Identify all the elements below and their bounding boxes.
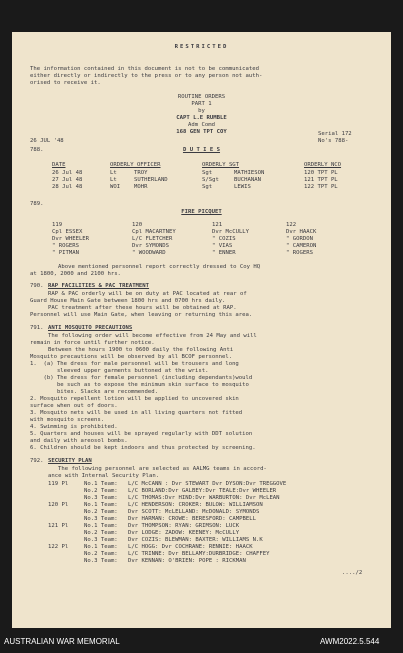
mosquito-line: with mosquito screens. [30, 417, 105, 423]
rap-line: Guard House Main Gate between 1800 hrs and 0700 hrs daily. [30, 298, 226, 304]
mosquito-line: remain in force until further notice. [30, 340, 155, 346]
orders-part: PART 1 [191, 101, 212, 107]
picquet-note: Above mentioned personnel report correctly dressed to Coy HQ [58, 264, 261, 270]
picquet-col-120: 120 Cpl MACARTNEY L/C FLETCHER Dvr SYMONDS " WOODWARD [132, 222, 176, 256]
orders-by: by [198, 108, 205, 114]
duties-col-officer: ORDERLY OFFICER [110, 162, 161, 168]
document-page: RESTRICTED The information contained in this document is not to be communicated either directly or indirectly to the press or to any person not auth- orised to receive it. ROUTINE ORDERS PART 1 by CAPT L.E RUMBLE Adm Comd 168 GEN TPT COY 26 JUL '48 Serial 172 No's 788- 788. D U T I E S DATE ORDERLY OFFICER ORDERLY SGT ORDERLY NCO 26 Jul 48 Lt TROY Sgt MATHIESON 120 TPT PL 27 Jul 48 Lt SUTHERLAND S/Sgt BUCHANAN 121 TPT PL 28 Jul 48 WOI MOHR Sgt LEWIS 122 TPT PL 789. FIRE PICQUET 119 Cpl ESSEX Dvr WHEELER " ROGERS " PITMAN 120 Cpl MACARTNEY L/C FLETCHER Dvr SYMONDS " WOODWARD 121 Dvr McCULLY " COZIS " VIAS " ENNER 122 Dvr HAACK " GORDON " CAMERON " ROGERS Above mentioned personnel report correctly dressed to Coy HQ at 1800, 2000 and 2100 hrs. 790. RAP FACILITIES & PAC TREATMENT RAP & PAC orderly will be on duty at PAC located at rear of Guard House Main Gate between 1800 hrs and 0700 hrs daily. PAC treatment after these hours will be obtained at RAP. Personnel will use Main Gate, when leaving or returning this area. 791. ANTI MOSQUITO PRECAUTIONS The following order will become effective from 24 May and will remain in force until further notice. Between the hours 1900 to 0600 daily the following Anti Mosquito precautions will be observed by all BCOF personnel. 1. (a) The dress for male personnel will be trousers and long sleeved upper garments buttoned at the wrist. (b) The dress for female personnel (including dependants)would be such as to expose the minimum skin surface to mosquito bites. Slacks are recommended. 2. Mosquito repellent lotion will be applied to uncovered skin surface when out of doors. 3. Mosquito nets will be used in all living quarters not fitted with mosquito screens. 4. Swimming is prohibited. 5. Quarters and houses will be sprayed regularly with DDT solution and daily with areosol bombs. 6. Children should be kept indoors and thus protected by screening. 792. SECURITY PLAN The following personnel are selected as AALMG teams in accord- ance with Internal Security Plan. 119 Pl No.1 Team: L/C McCANN : Dvr STEWART Dvr DYSON:Dvr TREGGOVE No.2 Team: L/C BORLAND:Dvr GALBEY:Dvr TEALE:Dvr WHEELER No.3 Team: L/C THOMAS:Dvr HIND:Dvr WARBURTON: Dvr McLEAN 120 Pl No.1 Team: L/C HENDERSON: CROKER: BULOW: WILLIAMSON No.2 Team: Dvr SCOTT: McLELLAND: McDONALD: SYMONDS No.3 Team: Dvr HARMAN: CROWE: BERESFORD: CAMPBELL 121 Pl No.1 Team: Dvr THOMPSON: RYAN: GRIMSON: LUCK No.2 Team: Dvr LODGE: ZADOW: KEENEY: McCULLY No.3 Team: Dvr COZIS: BLEWMAN: BAXTER: WILLIAMS N.K 122 Pl No.1 Team: L/C HOGG: Dvr COCHRANE: RENNIE: HAACK No.2 Team: L/C TRINNE: Dvr BELLAMY:DURBRIDGE: CHAFFEY No.3 Team: Dvr KENNAN: O'BRIEN: POPE : RICKMAN ..../2 [12, 32, 391, 628]
mosquito-line: (b) The dress for female personnel (including dependants)would [30, 375, 253, 381]
archive-reference: AWM2022.5.544 [320, 637, 380, 646]
security-notice-line-3: orised to receive it. [30, 80, 101, 86]
duties-col-date: DATE [52, 162, 66, 168]
orders-unit: 168 GEN TPT COY [176, 129, 227, 135]
rap-line: RAP & PAC orderly will be on duty at PAC located at rear of [48, 291, 247, 297]
mosquito-heading: ANTI MOSQUITO PRECAUTIONS [48, 325, 133, 331]
mosquito-line: sleeved upper garments buttoned at the wrist. [30, 368, 209, 374]
orders-officer-role: Adm Comd [188, 122, 215, 128]
serial-number: Serial 172 [318, 131, 352, 137]
page-continuation-mark: ..../2 [342, 570, 363, 576]
picquet-col-121: 121 Dvr McCULLY " COZIS " VIAS " ENNER [212, 222, 250, 256]
mosquito-line: Mosquito precautions will be observed by all BCOF personnel. [30, 354, 233, 360]
mosquito-line: be such as to expose the minimum skin surface to mosquito [30, 382, 249, 388]
mosquito-line: 1. (a) The dress for male personnel will be trousers and long [30, 361, 239, 367]
mosquito-line: bites. Slacks are recommended. [30, 389, 158, 395]
security-notice-line-1: The information contained in this document is not to be communicated [30, 66, 260, 72]
mosquito-line: 4. Swimming is prohibited. [30, 424, 118, 430]
duties-heading: D U T I E S [182, 147, 221, 153]
duties-col-nco: ORDERLY NCO [304, 162, 342, 168]
rap-heading: RAP FACILITIES & PAC TREATMENT [48, 283, 150, 289]
orders-officer: CAPT L.E RUMBLE [176, 115, 227, 121]
mosquito-line: The following order will become effective from 24 May and will [48, 333, 257, 339]
rap-line: Personnel will use Main Gate, when leaving or returning this area. [30, 312, 253, 318]
section-number-picquet: 789. [30, 201, 44, 207]
section-number-mosquito: 791. [30, 325, 44, 331]
security-intro-2: ance with Internal Security Plan. [48, 473, 160, 479]
duties-col-sgt: ORDERLY SGT [202, 162, 240, 168]
security-notice-line-2: either directly or indirectly to the press or to any person not auth- [30, 73, 263, 79]
mosquito-line: 5. Quarters and houses will be sprayed regularly with DDT solution [30, 431, 253, 437]
picquet-heading: FIRE PICQUET [181, 209, 222, 215]
classification-heading: RESTRICTED [174, 44, 229, 50]
rap-line: PAC treatment after these hours will be obtained at RAP. [48, 305, 237, 311]
mosquito-line: and daily with areosol bombs. [30, 438, 128, 444]
orders-title: ROUTINE ORDERS [177, 94, 226, 100]
mosquito-line: surface when out of doors. [30, 403, 118, 409]
picquet-col-119: 119 Cpl ESSEX Dvr WHEELER " ROGERS " PITMAN [52, 222, 90, 256]
mosquito-line: 2. Mosquito repellent lotion will be applied to uncovered skin [30, 396, 239, 402]
picquet-col-122: 122 Dvr HAACK " GORDON " CAMERON " ROGERS [286, 222, 317, 256]
mosquito-line: 6. Children should be kept indoors and thus protected by screening. [30, 445, 256, 451]
mosquito-line: Between the hours 1900 to 0600 daily the following Anti [48, 347, 234, 353]
section-number-security: 792. [30, 458, 44, 464]
section-number-rap: 790. [30, 283, 44, 289]
mosquito-line: 3. Mosquito nets will be used in all living quarters not fitted [30, 410, 243, 416]
security-heading: SECURITY PLAN [48, 458, 92, 464]
archive-credit: AUSTRALIAN WAR MEMORIAL [4, 637, 120, 646]
picquet-note-2: at 1800, 2000 and 2100 hrs. [30, 271, 121, 277]
section-number-duties: 788. [30, 147, 44, 153]
orders-date: 26 JUL '48 [30, 138, 64, 144]
order-numbers: No's 788- [318, 138, 349, 144]
security-intro: The following personnel are selected as AALMG teams in accord- [58, 466, 267, 472]
